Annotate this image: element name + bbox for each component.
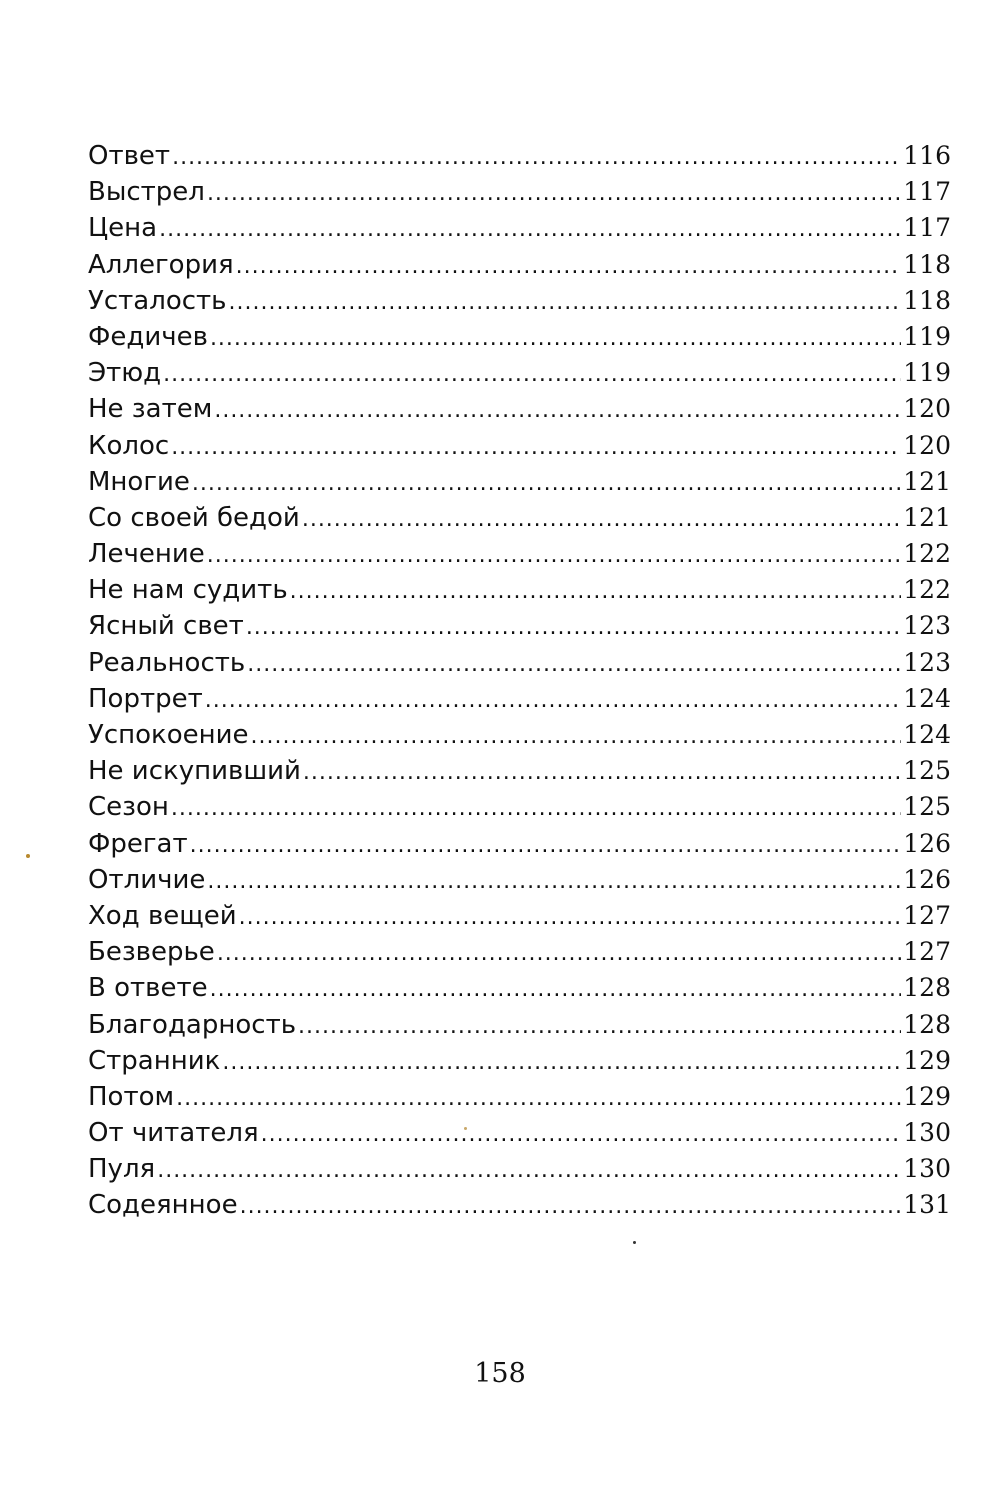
toc-entry xyxy=(88,283,951,319)
toc-entry-title: Цена xyxy=(88,213,158,244)
toc-entry-title: Отличие xyxy=(88,864,206,895)
toc-entry xyxy=(88,174,951,210)
dot-leader xyxy=(205,683,902,717)
toc-entry-title: Благодарность xyxy=(88,1009,297,1040)
toc-entry-page: 128 xyxy=(903,1009,951,1039)
dot-leader xyxy=(210,972,902,1006)
toc-entry-page: 118 xyxy=(903,285,951,315)
toc-entry-title: Сезон xyxy=(88,792,169,823)
toc-entry-page: 127 xyxy=(903,900,951,930)
toc-entry-title: От читателя xyxy=(88,1118,259,1149)
toc-entry-page: 128 xyxy=(903,973,951,1003)
toc-entry-title: Фрегат xyxy=(88,828,188,859)
toc-entry xyxy=(88,608,951,644)
page-number: 158 xyxy=(474,1358,526,1389)
toc-entry-title: Со своей бедой xyxy=(88,502,300,533)
toc-entry-title: Потом xyxy=(88,1081,175,1112)
dot-leader xyxy=(298,1009,901,1043)
toc-entry-page: 121 xyxy=(903,466,951,496)
dot-leader xyxy=(239,900,902,934)
toc-entry xyxy=(88,826,951,862)
toc-entry-page: 118 xyxy=(903,249,951,279)
toc-entry xyxy=(88,1151,951,1187)
toc-entry xyxy=(88,536,951,572)
toc-entry-title: Портрет xyxy=(88,683,203,714)
toc-entry-title: Аллегория xyxy=(88,249,234,280)
toc-entry xyxy=(88,572,951,608)
toc-entry-page: 124 xyxy=(903,720,951,749)
toc-entry-page: 131 xyxy=(903,1190,951,1220)
toc-entry-page: 129 xyxy=(903,1081,951,1111)
toc-entry-page: 127 xyxy=(903,937,951,967)
dot-leader xyxy=(163,357,901,391)
toc-entry-title: Лечение xyxy=(88,539,205,570)
toc-entry xyxy=(88,970,951,1006)
dot-leader xyxy=(157,1153,901,1187)
table-of-contents xyxy=(88,138,951,1224)
dot-leader xyxy=(192,466,901,500)
toc-entry-page: 123 xyxy=(903,647,951,677)
dot-leader xyxy=(261,1117,902,1151)
toc-entry xyxy=(88,247,951,283)
toc-entry xyxy=(88,898,951,934)
toc-entry-title: Ответ xyxy=(88,141,171,171)
paper-speck xyxy=(464,1127,467,1130)
toc-entry-page: 130 xyxy=(903,1118,951,1148)
dot-leader xyxy=(222,1045,901,1079)
toc-entry-page: 122 xyxy=(903,575,951,605)
toc-entry xyxy=(88,428,951,464)
toc-entry-page: 116 xyxy=(903,141,951,170)
toc-entry-title: Колос xyxy=(88,430,170,461)
dot-leader xyxy=(217,936,901,970)
dot-leader xyxy=(246,610,901,644)
dot-leader xyxy=(240,1189,902,1223)
toc-entry xyxy=(88,464,951,500)
paper-speck xyxy=(633,1241,636,1244)
toc-entry-title: Этюд xyxy=(88,358,162,389)
toc-entry-title: Странник xyxy=(88,1045,221,1076)
paper-speck xyxy=(26,854,30,858)
dot-leader xyxy=(210,321,901,355)
dot-leader xyxy=(302,502,901,536)
toc-entry-page: 126 xyxy=(903,864,951,894)
toc-entry-title: Не затем xyxy=(88,394,213,425)
toc-entry-page: 119 xyxy=(903,321,951,351)
dot-leader xyxy=(207,538,901,572)
toc-entry-title: Не искупивший xyxy=(88,756,301,787)
toc-entry xyxy=(88,355,951,391)
toc-entry-title: Многие xyxy=(88,466,190,497)
toc-entry-title: Пуля xyxy=(88,1154,156,1185)
toc-entry xyxy=(88,934,951,970)
toc-entry xyxy=(88,391,951,427)
toc-entry-page: 124 xyxy=(903,683,951,713)
dot-leader xyxy=(190,828,902,862)
dot-leader xyxy=(251,719,902,753)
toc-entry-title: Федичев xyxy=(88,321,208,352)
toc-entry xyxy=(88,319,951,355)
toc-entry xyxy=(88,681,951,717)
toc-entry-page: 120 xyxy=(903,394,951,424)
dot-leader xyxy=(229,285,902,319)
toc-entry-page: 129 xyxy=(903,1045,951,1075)
toc-entry xyxy=(88,500,951,536)
toc-entry xyxy=(88,789,951,825)
toc-entry xyxy=(88,210,951,246)
toc-entry xyxy=(88,138,951,174)
dot-leader xyxy=(290,574,902,608)
toc-entry-title: Ясный свет xyxy=(88,611,244,642)
dot-leader xyxy=(171,430,901,464)
toc-entry xyxy=(88,862,951,898)
toc-entry xyxy=(88,645,951,681)
toc-entry-page: 119 xyxy=(903,358,951,388)
toc-entry-title: Усталость xyxy=(88,285,227,316)
toc-entry xyxy=(88,1043,951,1079)
toc-entry-title: Не нам судить xyxy=(88,575,288,606)
toc-entry-page: 125 xyxy=(903,756,951,786)
toc-entry-page: 117 xyxy=(903,177,951,207)
toc-entry xyxy=(88,717,951,753)
toc-entry-title: Содеянное xyxy=(88,1190,238,1221)
dot-leader xyxy=(207,176,901,210)
toc-entry-page: 126 xyxy=(903,828,951,858)
dot-leader xyxy=(214,393,901,427)
dot-leader xyxy=(236,249,902,283)
dot-leader xyxy=(171,791,901,825)
dot-leader xyxy=(247,647,901,681)
toc-entry-title: Выстрел xyxy=(88,177,205,208)
dot-leader xyxy=(176,1081,901,1115)
toc-entry-page: 117 xyxy=(903,213,951,243)
toc-entry-title: Успокоение xyxy=(88,720,249,750)
toc-entry xyxy=(88,1115,951,1151)
toc-entry xyxy=(88,1187,951,1223)
toc-entry-title: Безверье xyxy=(88,937,215,968)
dot-leader xyxy=(207,864,901,898)
toc-entry-page: 125 xyxy=(903,792,951,822)
toc-entry-page: 120 xyxy=(903,430,951,460)
toc-entry-page: 130 xyxy=(903,1154,951,1184)
toc-entry xyxy=(88,753,951,789)
dot-leader xyxy=(159,212,901,246)
toc-entry xyxy=(88,1079,951,1115)
toc-entry-title: В ответе xyxy=(88,973,208,1004)
toc-entry-title: Ход вещей xyxy=(88,900,237,931)
toc-entry xyxy=(88,1007,951,1043)
dot-leader xyxy=(303,755,901,789)
toc-entry-page: 121 xyxy=(903,502,951,532)
dot-leader xyxy=(172,140,901,174)
toc-entry-page: 123 xyxy=(903,611,951,641)
toc-entry-title: Реальность xyxy=(88,647,246,678)
toc-entry-page: 122 xyxy=(903,539,951,569)
